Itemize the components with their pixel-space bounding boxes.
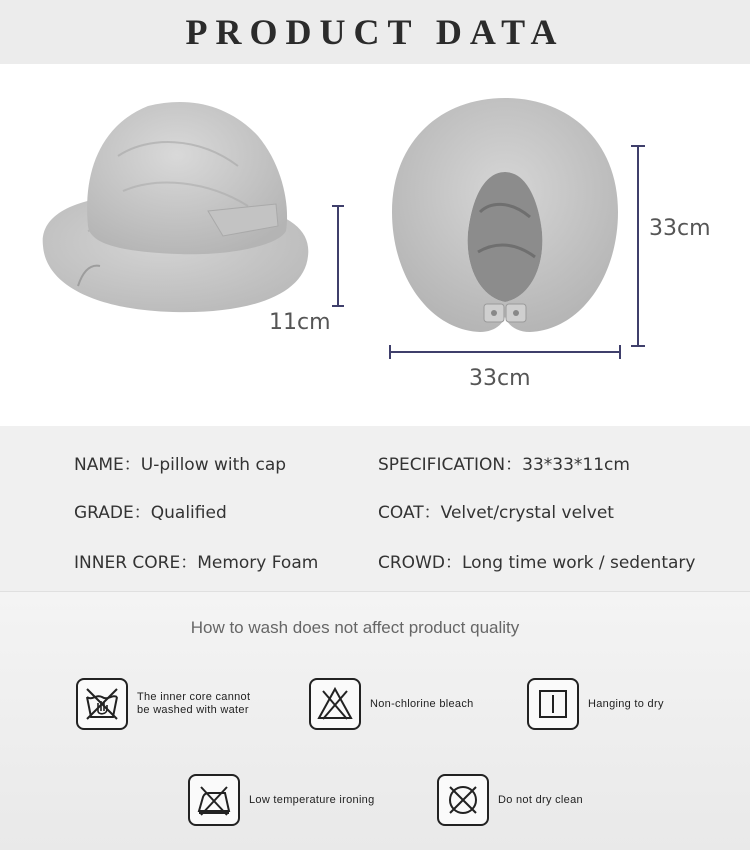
header-banner xyxy=(0,0,750,64)
front-width-dimension-line xyxy=(388,342,622,362)
spec-name: NAME：U-pillow with cap xyxy=(74,455,287,475)
side-height-dimension-line xyxy=(328,204,348,308)
wash-heading: How to wash does not affect product quality xyxy=(190,618,520,637)
pillow-front-view-image xyxy=(380,92,630,342)
care-item-non-chlorine-bleach xyxy=(309,678,474,730)
care-label: Low temperature ironing xyxy=(249,793,375,806)
care-label: Do not dry clean xyxy=(498,793,583,806)
low-temperature-iron-icon xyxy=(188,774,240,826)
spec-grade: GRADE：Qualified xyxy=(74,503,227,523)
front-width-label: 33cm xyxy=(469,366,531,391)
product-images xyxy=(0,64,750,426)
specifications-panel xyxy=(0,426,750,591)
front-height-label: 33cm xyxy=(649,216,711,241)
spec-inner-core: INNER CORE：Memory Foam xyxy=(74,553,319,573)
spec-crowd: CROWD：Long time work / sedentary xyxy=(378,553,696,573)
do-not-dry-clean-icon xyxy=(437,774,489,826)
pillow-side-view-image xyxy=(28,96,348,336)
care-label: Non-chlorine bleach xyxy=(370,697,474,710)
side-height-label: 11cm xyxy=(269,310,331,335)
front-height-dimension-line xyxy=(628,144,648,348)
care-item-do-not-wash xyxy=(76,678,250,730)
care-label: The inner core cannot be washed with water xyxy=(137,691,251,716)
do-not-wash-icon xyxy=(76,678,128,730)
care-item-low-temperature-iron xyxy=(188,774,375,826)
non-chlorine-bleach-icon xyxy=(309,678,361,730)
spec-specification: SPECIFICATION：33*33*11cm xyxy=(378,455,630,475)
page-title: PRODUCT DATA xyxy=(185,12,565,52)
care-item-do-not-dry-clean xyxy=(437,774,583,826)
spec-coat: COAT：Velvet/crystal velvet xyxy=(378,503,614,523)
care-item-hang-dry xyxy=(527,678,664,730)
washing-instructions xyxy=(0,591,750,850)
care-label: Hanging to dry xyxy=(588,697,664,710)
hang-dry-icon xyxy=(527,678,579,730)
